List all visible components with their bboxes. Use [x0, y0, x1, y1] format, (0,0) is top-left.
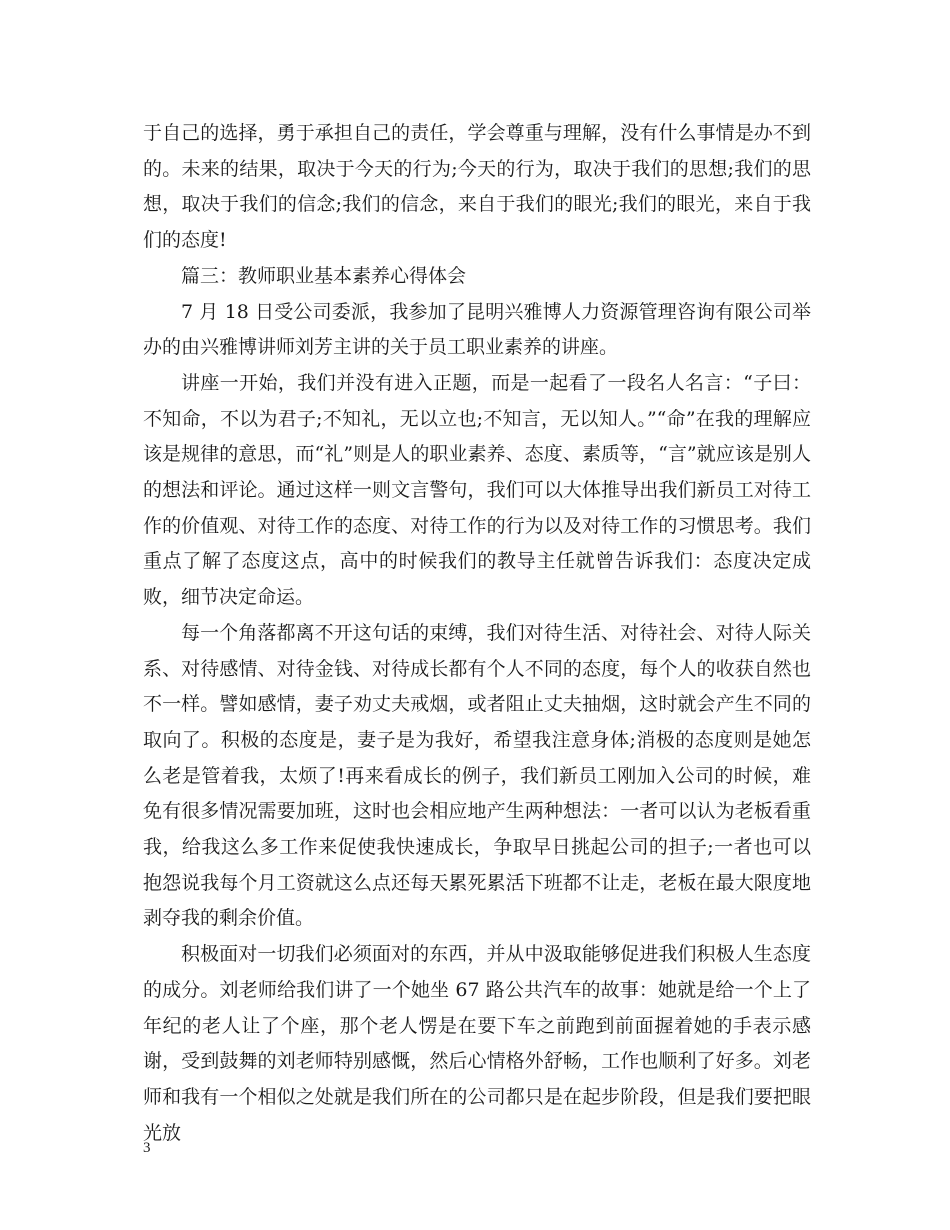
paragraph: 讲座一开始，我们并没有进入正题，而是一起看了一段名人名言：“子曰：不知命，不以为君子;不知礼，无以立也;不知言，无以知人。”“命”在我的理解应该是规律的意思，而“礼”则是人的职业素养、态度、素质等，“言”就应该是别人的想法和评论。通过这样一则文言警句，我们可以大体推导出我们新员工对待工作的价值观、对待工作的态度、对待工作的行为以及对待工作的习惯思考。我们重点了解了态度这点，高中的时候我们的教导主任就曾告诉我们：态度决定成败，细节决定命运。 — [143, 371, 811, 609]
paragraph: 积极面对一切我们必须面对的东西，并从中汲取能够促进我们积极人生态度的成分。刘老师给我们讲了一个她坐 67 路公共汽车的故事：她就是给一个上了年纪的老人让了个座，那个老人愣是在要下车之前跑到前面握着她的手表示感谢，受到鼓舞的刘老师特别感慨，然后心情格外舒畅，工作也顺利了好多。刘老师和我有一个相似之处就是我们所在的公司都只是在起步阶段，但是我们要把眼光放 — [143, 943, 811, 1144]
paragraph: 7 月 18 日受公司委派，我参加了昆明兴雅博人力资源管理咨询有限公司举办的由兴雅博讲师刘芳主讲的关于员工职业素养的讲座。 — [143, 300, 811, 359]
section-heading: 篇三：教师职业基本素养心得体会 — [181, 264, 467, 287]
paragraph: 每一个角落都离不开这句话的束缚，我们对待生活、对待社会、对待人际关系、对待感情、对待金钱、对待成长都有个人不同的态度，每个人的收获自然也不一样。譬如感情，妻子劝丈夫戒烟，或者阻止丈夫抽烟，这时就会产生不同的取向了。积极的态度是，妻子是为我好，希望我注意身体;消极的态度则是她怎么老是管着我，太烦了!再来看成长的例子，我们新员工刚加入公司的时候，难免有很多情况需要加班，这时也会相应地产生两种想法：一者可以认为老板看重我，给我这么多工作来促使我快速成长，争取早日挑起公司的担子;一者也可以抱怨说我每个月工资就这么点还每天累死累活下班都不让走，老板在最大限度地剥夺我的剩余价值。 — [143, 621, 811, 930]
document-body — [143, 116, 811, 1151]
page-number: 3 — [143, 1140, 151, 1156]
paragraph-continuation: 于自己的选择，勇于承担自己的责任，学会尊重与理解，没有什么事情是办不到的。未来的结果，取决于今天的行为;今天的行为，取决于我们的思想;我们的思想，取决于我们的信念;我们的信念，来自于我们的眼光;我们的眼光，来自于我们的态度! — [143, 122, 811, 252]
